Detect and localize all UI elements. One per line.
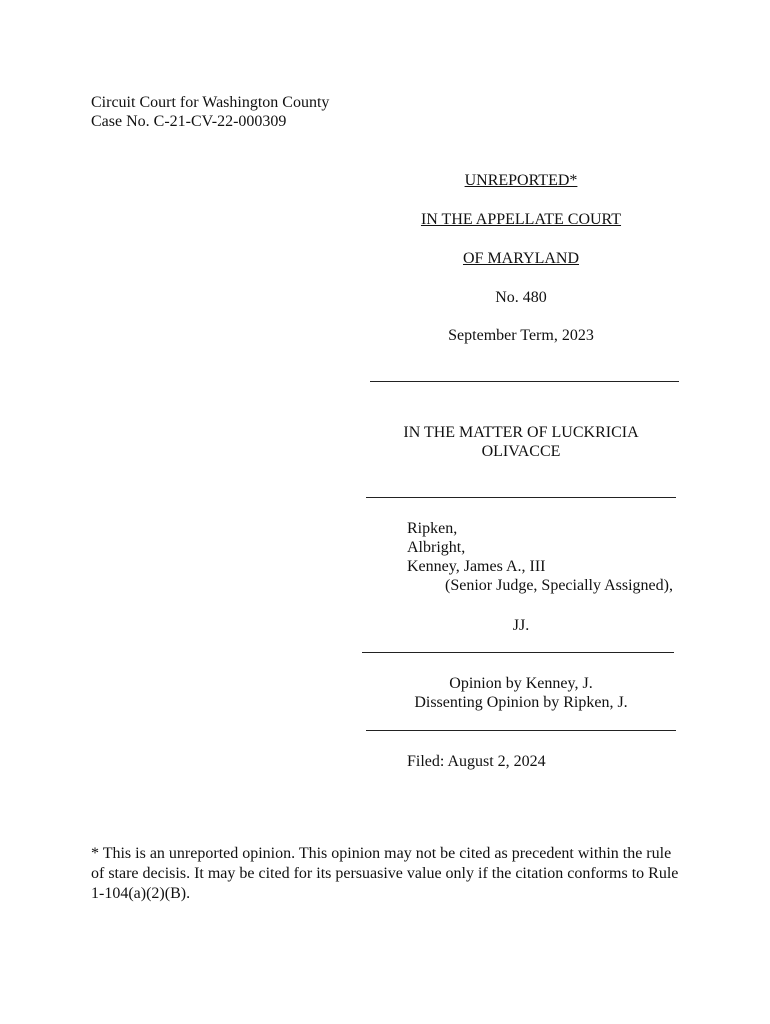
appellate-court-line2: OF MARYLAND — [462, 250, 579, 267]
caption-line1: IN THE MATTER OF LUCKRICIA — [403, 424, 639, 441]
divider-rule — [366, 730, 676, 731]
trial-court-info — [91, 93, 329, 131]
judges-suffix: JJ. — [512, 617, 530, 634]
judge-name: Albright, — [407, 539, 466, 556]
caption-line2: OLIVACCE — [481, 443, 561, 460]
unreported-status: UNREPORTED* — [464, 172, 578, 189]
dissent-author: Dissenting Opinion by Ripken, J. — [414, 694, 628, 711]
divider-rule — [366, 497, 676, 498]
divider-rule — [362, 652, 674, 653]
unreported-footnote: * This is an unreported opinion. This opinion may not be cited as precedent within the rule of stare decisis. It may be cited for its persuasive value only if the citation conforms to Rule 1-104(a)(2)(B). — [91, 845, 679, 902]
divider-rule — [370, 381, 679, 382]
trial-court-name: Circuit Court for Washington County — [91, 94, 330, 111]
judge-name: Kenney, James A., III — [407, 558, 546, 575]
filed-date: Filed: August 2, 2024 — [407, 753, 546, 770]
judges-panel — [407, 519, 673, 595]
judge-assignment-note: (Senior Judge, Specially Assigned), — [445, 577, 673, 594]
appellate-court-line1: IN THE APPELLATE COURT — [420, 211, 622, 228]
case-docket-number: No. 480 — [495, 289, 547, 306]
opinion-authorship — [365, 674, 677, 712]
court-term: September Term, 2023 — [448, 327, 594, 344]
unreported-label — [365, 171, 677, 190]
judge-name: Ripken, — [407, 520, 458, 537]
case-number: Case No. C-21-CV-22-000309 — [91, 113, 287, 130]
case-caption — [365, 423, 677, 461]
opinion-author: Opinion by Kenney, J. — [449, 675, 593, 692]
